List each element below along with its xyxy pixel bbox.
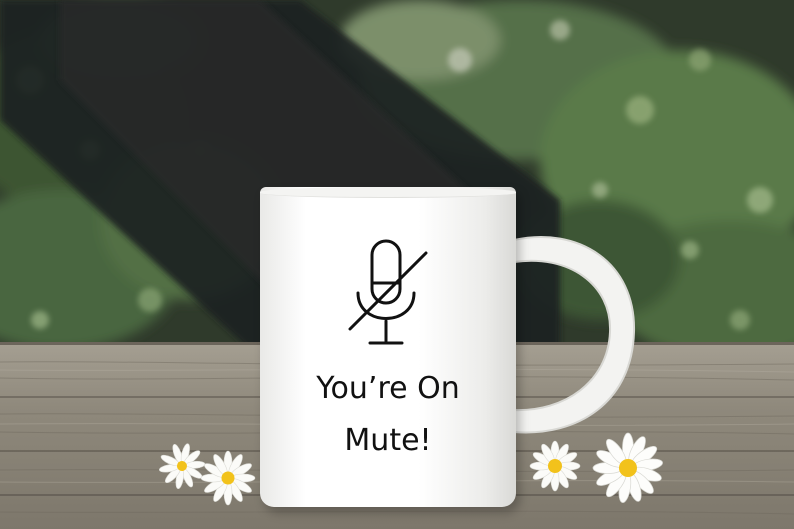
daisy-flower-icon — [526, 438, 584, 496]
mug-caption-line2: Mute! — [344, 423, 432, 458]
coffee-mug — [260, 187, 516, 507]
mug-handle — [508, 232, 640, 442]
muted-microphone-icon — [348, 237, 428, 357]
mug-caption-line1: You’re On — [316, 371, 460, 406]
daisy-flower-icon — [198, 448, 258, 510]
daisy-flower-icon — [588, 430, 668, 506]
mug-rim — [260, 187, 516, 198]
